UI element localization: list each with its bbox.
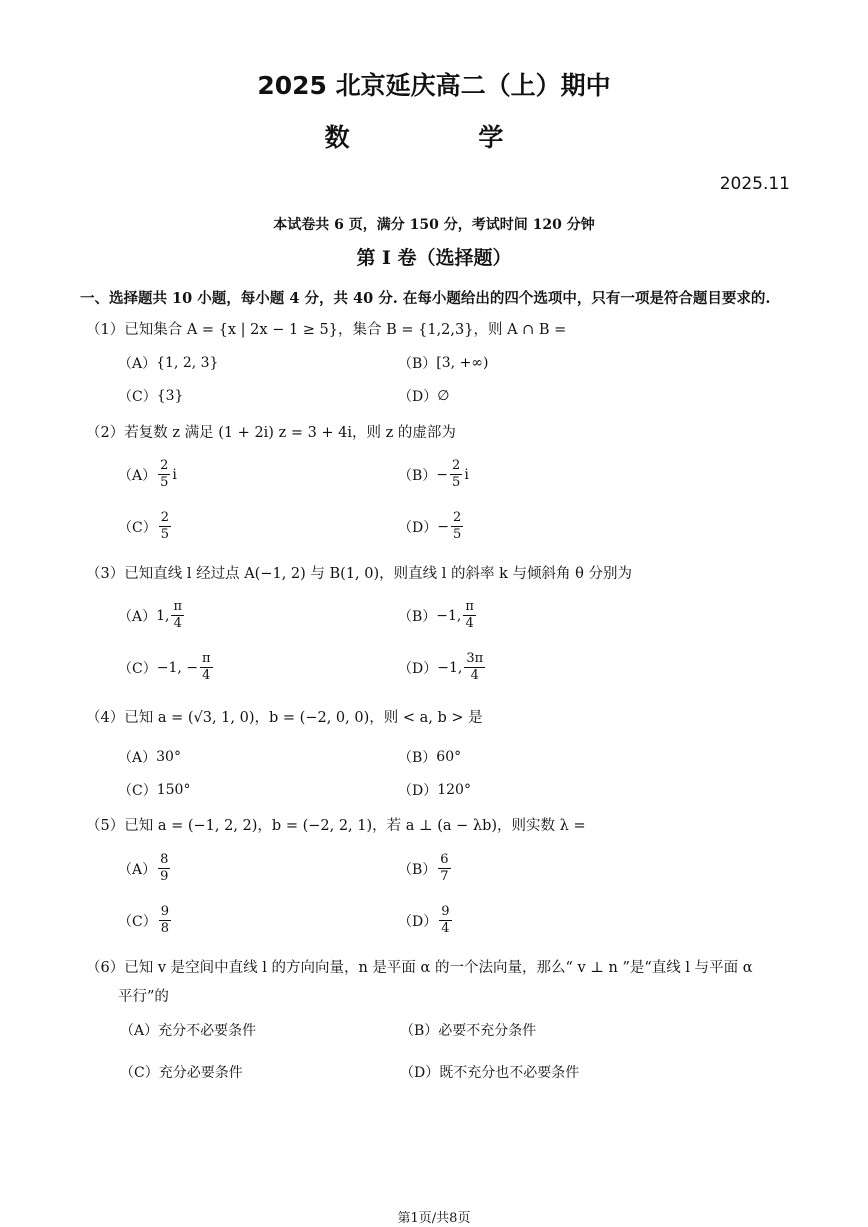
- fraction: [200, 651, 213, 684]
- option-suffix: i: [172, 466, 177, 483]
- option-label: （A）: [118, 608, 157, 625]
- option-prefix: −1,: [437, 659, 463, 676]
- question-6-stem: （6）已知 v 是空间中直线 l 的方向向量，n 是平面 α 的一个法向量，那么“ v ⊥ n ”是“直线 l 与平面 α: [86, 960, 753, 976]
- exam-date: 2025.11: [719, 174, 790, 194]
- denominator: 8: [160, 921, 169, 936]
- option-label: （A）: [118, 861, 157, 878]
- q1-option-c: [118, 386, 183, 406]
- q3-option-c: [118, 651, 215, 684]
- option-label: （B）: [400, 1023, 439, 1039]
- option-label: （C）: [118, 389, 157, 405]
- option-prefix: −1, −: [156, 659, 198, 676]
- option-label: （B）: [398, 467, 437, 484]
- numerator: 2: [160, 458, 169, 473]
- q6-option-a: [120, 1020, 256, 1040]
- option-label: （B）: [398, 750, 437, 766]
- q5-option-d: [398, 904, 454, 937]
- question-1-stem: （1）已知集合 A = {x | 2x − 1 ≥ 5}，集合 B = {1,2,3}，则 A ∩ B =: [86, 322, 567, 338]
- fraction: [159, 904, 171, 937]
- denominator: 4: [465, 616, 474, 631]
- q2-option-a: [118, 458, 177, 491]
- option-label: （D）: [398, 660, 438, 677]
- option-label: （D）: [398, 783, 438, 799]
- numerator: π: [465, 599, 474, 614]
- option-text: 120°: [437, 782, 471, 798]
- denominator: 7: [440, 869, 449, 884]
- denominator: 5: [160, 527, 169, 542]
- q6-option-b: [400, 1020, 536, 1040]
- denominator: 5: [452, 527, 462, 542]
- q2-option-c: [118, 510, 173, 543]
- option-text: 150°: [156, 782, 191, 798]
- option-text: 必要不充分条件: [438, 1023, 537, 1039]
- option-prefix: −: [436, 466, 449, 483]
- numerator: 2: [452, 510, 462, 525]
- option-text: 充分不必要条件: [158, 1023, 257, 1039]
- numerator: 2: [452, 458, 461, 473]
- question-3-stem: （3）已知直线 l 经过点 A(−1, 2) 与 B(1, 0)，则直线 l 的斜率 k 与倾斜角 θ 分别为: [86, 566, 632, 582]
- q6-option-c: [120, 1062, 243, 1082]
- numerator: 2: [160, 510, 169, 525]
- denominator: 4: [173, 616, 182, 631]
- q5-option-a: [118, 852, 172, 885]
- option-label: （C）: [118, 783, 157, 799]
- numerator: 9: [441, 904, 450, 919]
- numerator: 8: [160, 852, 169, 867]
- option-label: （A）: [118, 356, 157, 372]
- option-label: （A）: [118, 750, 157, 766]
- fraction: [158, 458, 170, 491]
- denominator: 4: [470, 668, 479, 683]
- fraction: [450, 458, 462, 491]
- question-2-stem: （2）若复数 z 满足 (1 + 2i) z = 3 + 4i，则 z 的虚部为: [86, 425, 456, 441]
- q1-option-a: [118, 353, 218, 373]
- fraction: [171, 599, 184, 632]
- option-text: 既不充分也不必要条件: [439, 1065, 580, 1081]
- section-title: 一、选择题共 10 小题，每小题 4 分，共 40 分. 在每小题给出的四个选项中，只有一项是符合题目要求的.: [80, 290, 771, 307]
- option-label: （C）: [118, 913, 157, 930]
- numerator: π: [202, 651, 211, 666]
- numerator: π: [173, 599, 183, 614]
- q4-option-a: [118, 747, 181, 767]
- part-title: 第 I 卷（选择题）: [356, 247, 512, 269]
- option-label: （D）: [398, 389, 438, 405]
- fraction: [463, 599, 476, 632]
- q3-option-a: [118, 599, 186, 632]
- option-label: （D）: [400, 1065, 440, 1081]
- q2-option-d: [398, 510, 465, 543]
- numerator: 6: [440, 852, 449, 867]
- denominator: 9: [160, 869, 169, 884]
- q4-option-c: [118, 780, 190, 800]
- option-prefix: −1,: [436, 607, 462, 624]
- q4-option-d: [398, 780, 471, 800]
- denominator: 4: [441, 921, 450, 936]
- numerator: 9: [160, 904, 169, 919]
- q4-option-b: [398, 747, 461, 767]
- option-label: （D）: [398, 913, 438, 930]
- option-text: 60°: [436, 749, 462, 765]
- question-5-stem: （5）已知 a = (−1, 2, 2)，b = (−2, 2, 1)，若 a ⊥ (a − λb)，则实数 λ =: [86, 818, 586, 834]
- option-prefix: 1,: [156, 607, 170, 624]
- option-label: （B）: [398, 861, 437, 878]
- q1-option-b: [398, 353, 488, 373]
- q6-option-d: [400, 1062, 579, 1082]
- fraction: [158, 852, 170, 885]
- q2-option-b: [398, 458, 469, 491]
- option-suffix: i: [464, 466, 469, 483]
- denominator: 5: [452, 475, 461, 490]
- page-footer: 第1页/共8页: [397, 1211, 471, 1226]
- option-text: [3, +∞): [436, 355, 489, 371]
- question-6-stem-continued: 平行”的: [118, 989, 169, 1005]
- exam-info: 本试卷共 6 页，满分 150 分，考试时间 120 分钟: [273, 217, 595, 233]
- option-text: ∅: [437, 388, 450, 404]
- fraction: [439, 904, 451, 937]
- option-text: {3}: [156, 388, 184, 404]
- subject-title: 数 学: [324, 123, 544, 152]
- option-text: 30°: [156, 749, 181, 765]
- fraction: [451, 510, 463, 543]
- q1-option-d: [398, 386, 449, 406]
- option-label: （D）: [398, 519, 438, 536]
- q5-option-b: [398, 852, 453, 885]
- option-label: （C）: [118, 660, 157, 677]
- question-4-stem: （4）已知 a = (√3, 1, 0)，b = (−2, 0, 0)，则 < a, b > 是: [86, 710, 483, 726]
- page-title: 2025 北京延庆高二（上）期中: [257, 71, 611, 100]
- denominator: 4: [202, 668, 211, 683]
- fraction: [159, 510, 171, 543]
- option-text: 充分必要条件: [158, 1065, 243, 1081]
- option-prefix: −: [437, 518, 449, 535]
- option-text: {1, 2, 3}: [156, 355, 219, 371]
- q3-option-b: [398, 599, 478, 632]
- option-label: （B）: [398, 356, 437, 372]
- q5-option-c: [118, 904, 173, 937]
- option-label: （C）: [118, 519, 157, 536]
- option-label: （C）: [120, 1065, 159, 1081]
- option-label: （A）: [120, 1023, 159, 1039]
- option-label: （B）: [398, 608, 437, 625]
- option-label: （A）: [118, 467, 157, 484]
- numerator: 3π: [466, 651, 484, 666]
- fraction: [464, 651, 485, 684]
- denominator: 5: [160, 475, 169, 490]
- q3-option-d: [398, 651, 487, 684]
- fraction: [438, 852, 450, 885]
